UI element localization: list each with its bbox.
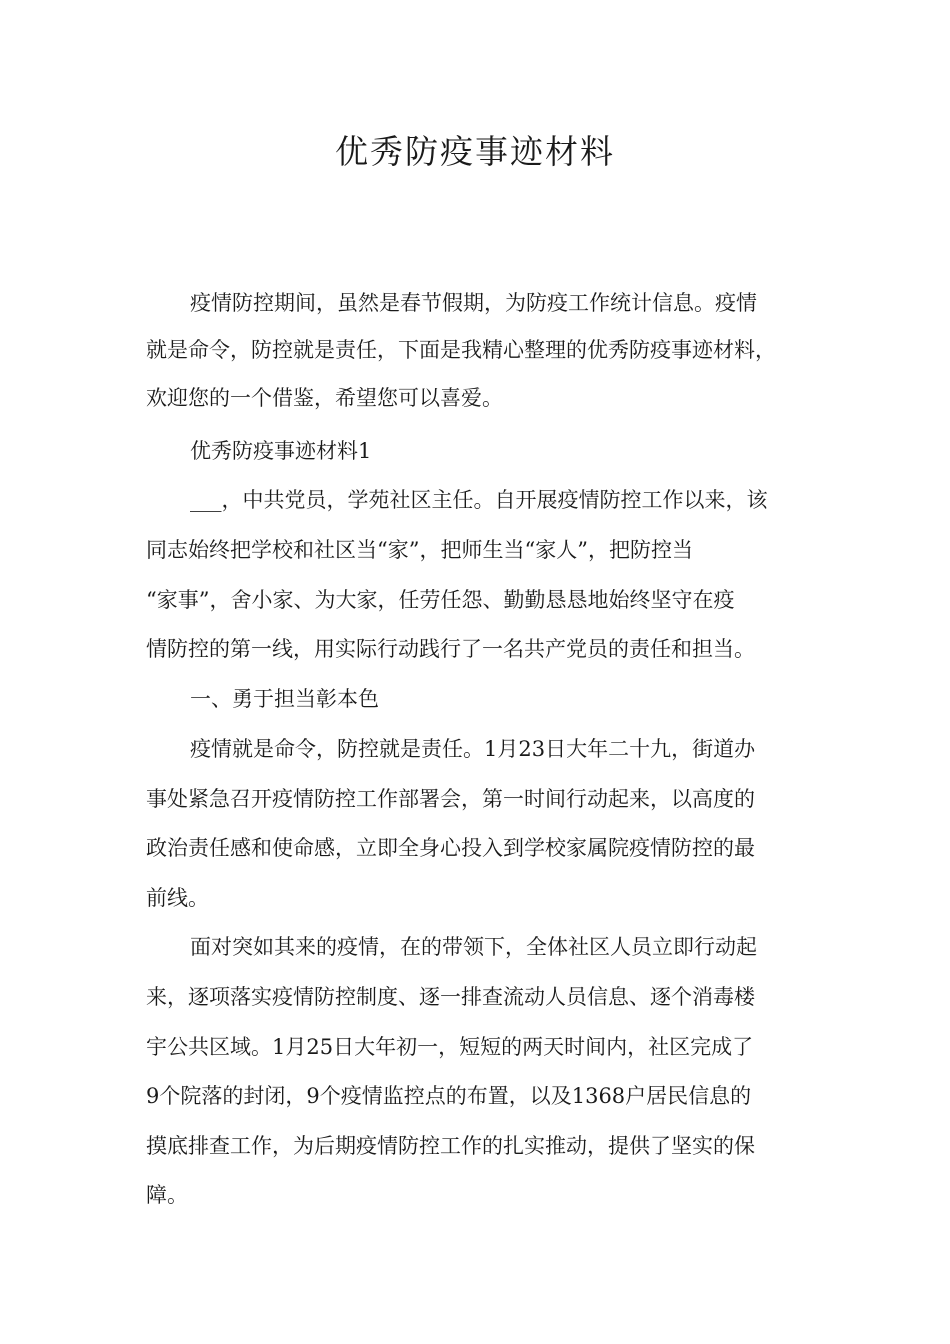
paragraph-line: 摸底排查工作，为后期疫情防控工作的扎实推动，提供了坚实的保	[146, 1134, 755, 1158]
paragraph-line: 欢迎您的一个借鉴，希望您可以喜爱。	[146, 386, 503, 410]
paragraph-line: 情防控的第一线，用实际行动践行了一名共产党员的责任和担当。	[146, 637, 755, 661]
paragraph-line: 来，逐项落实疫情防控制度、逐一排查流动人员信息、逐个消毒楼	[146, 985, 755, 1009]
paragraph-line: ___，中共党员，学苑社区主任。自开展疫情防控工作以来，该	[190, 488, 768, 512]
paragraph-line: 前线。	[146, 886, 209, 910]
document-title: 优秀防疫事迹材料	[335, 132, 615, 171]
paragraph-line: 障。	[146, 1183, 188, 1207]
paragraph-line: 事处紧急召开疫情防控工作部署会，第一时间行动起来，以高度的	[146, 787, 755, 811]
paragraph-line: 面对突如其来的疫情，在的带领下，全体社区人员立即行动起	[190, 935, 757, 959]
paragraph-line: 疫情就是命令，防控就是责任。1月23日大年二十九，街道办	[190, 737, 756, 761]
section-heading: 一、勇于担当彰本色	[190, 687, 379, 711]
paragraph-line: 就是命令，防控就是责任，下面是我精心整理的优秀防疫事迹材料，	[146, 338, 776, 362]
paragraph-line: 政治责任感和使命感，立即全身心投入到学校家属院疫情防控的最	[146, 836, 755, 860]
paragraph-line: 同志始终把学校和社区当“家”，把师生当“家人”，把防控当	[146, 538, 693, 562]
paragraph-line: “家事”，舍小家、为大家，任劳任怨、勤勤恳恳地始终坚守在疫	[146, 588, 735, 612]
paragraph-line: 9个院落的封闭，9个疫情监控点的布置，以及1368户居民信息的	[146, 1084, 752, 1108]
paragraph-line: 宇公共区域。1月25日大年初一，短短的两天时间内，社区完成了	[146, 1035, 754, 1059]
paragraph-line: 疫情防控期间，虽然是春节假期，为防疫工作统计信息。疫情	[190, 291, 757, 315]
section-heading: 优秀防疫事迹材料1	[190, 439, 372, 463]
